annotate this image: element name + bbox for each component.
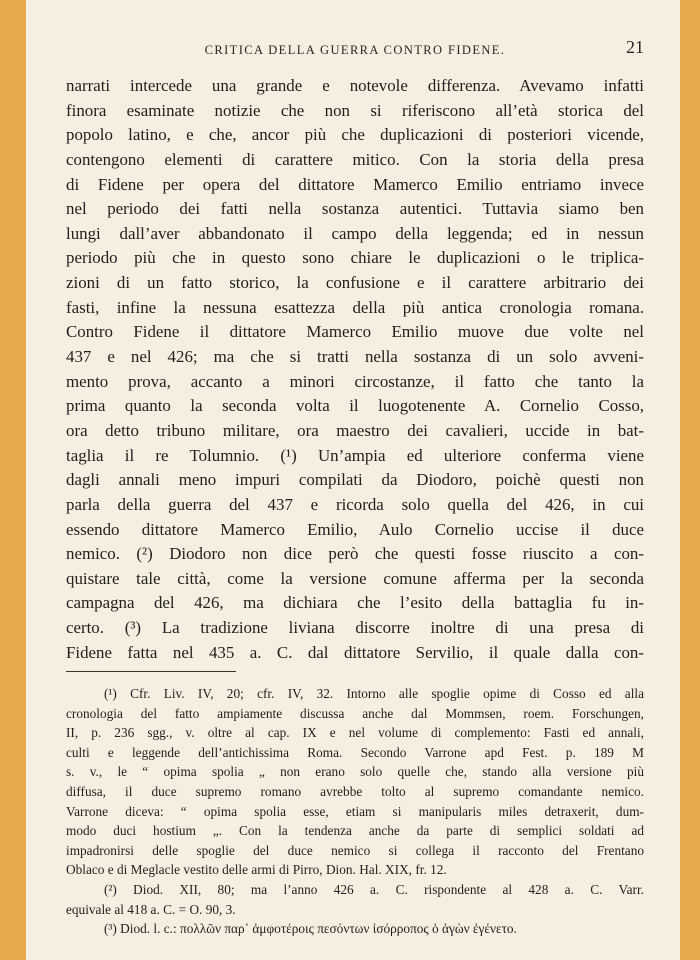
footnote-1-line: II, p. 236 sgg., v. oltre al cap. IX e nel volume di complemento: Fasti ed annali, xyxy=(66,725,644,741)
text-line: fasti, infine la nessuna esattezza della più antica cronologia romana. xyxy=(66,297,644,317)
body-text xyxy=(66,74,644,665)
text-line: nel periodo dei fatti nella sostanza autentici. Tuttavia siamo ben xyxy=(66,199,644,219)
text-line: finora esaminate notizie che non si riferiscono all’età storica del xyxy=(66,100,644,120)
text-line: narrati intercede una grande e notevole differenza. Avevamo infatti xyxy=(66,76,644,95)
footnote-1-line: culti e leggende dell’antichissima Roma. Secondo Varrone apd Fest. p. 189 M xyxy=(66,744,644,760)
text-line: popolo latino, e che, ancor più che duplicazioni di posteriori vicende, xyxy=(66,125,644,145)
running-head: CRITICA DELLA GUERRA CONTRO FIDENE. xyxy=(204,43,506,57)
text-line: essendo dittatore Mamerco Emilio, Aulo Cornelio uccise il duce xyxy=(66,519,644,539)
text-line: periodo più che in questo sono chiare le duplicazioni o le triplica- xyxy=(66,248,644,268)
footnote-1-line: s. v., le “ opima spolia „ non erano solo quelle che, stando alla versione più xyxy=(66,764,644,780)
footnotes xyxy=(66,684,644,939)
footnote-1-line: (¹) Cfr. Liv. IV, 20; cfr. IV, 32. Intorno alle spoglie opime di Cosso ed alla xyxy=(104,686,644,701)
text-line: zioni di un fatto storico, la confusione e il carattere arbitrario dei xyxy=(66,273,644,293)
footnote-1-line: Varrone diceva: “ opima spolia esse, etiam si manipularis miles detraxerit, dum- xyxy=(66,803,644,819)
footnote-1-line: diffusa, il duce supremo romano avrebbe tolto al supremo comandante nemico. xyxy=(66,783,644,799)
text-line: lungi dall’aver abbandonato il campo della leggenda; ed in nessun xyxy=(66,223,644,243)
text-line: nemico. (²) Diodoro non dice però che questi fosse riuscito a con- xyxy=(66,544,644,564)
page-number: 21 xyxy=(626,37,644,57)
text-line: campagna del 426, ma dichiara che l’esito della battaglia fu in- xyxy=(66,593,644,613)
footnote-1-line: cronologia del fatto ampiamente discussa anche dal Mommsen, roem. Forschungen, xyxy=(66,705,644,721)
text-line: ora detto tribuno militare, ora maestro dei cavalieri, uccide in bat- xyxy=(66,420,644,440)
footnote-2-line: equivale al 418 a. C. = O. 90, 3. xyxy=(66,901,236,917)
book-page xyxy=(26,0,680,960)
footnote-1-line: modo duci hostium „. Con la tendenza anche da parte di semplici soldati ad xyxy=(66,823,644,839)
text-line: certo. (³) La tradizione liviana discorre inoltre di una presa di xyxy=(66,618,644,638)
text-line: taglia il re Tolumnio. (¹) Un’ampia ed ulteriore conferma viene xyxy=(66,445,644,465)
text-line: prima quanto la seconda volta il luogotenente A. Cornelio Cosso, xyxy=(66,396,644,416)
text-line: mento prova, accanto a minori circostanze, il fatto che tanto la xyxy=(66,371,644,391)
text-line: parla della guerra del 437 e ricorda solo quella del 426, in cui xyxy=(66,494,644,514)
footnote-1-line: Oblaco e di Meglacle vestito delle armi di Pirro, Dion. Hal. XIX, fr. 12. xyxy=(66,862,447,878)
page-header xyxy=(66,37,644,61)
text-line: quistare tale città, come la versione comune afferma per la seconda xyxy=(66,568,644,588)
text-line: contengono elementi di carattere mitico. Con la storia della presa xyxy=(66,149,644,169)
text-line: di Fidene per opera del dittatore Mamerco Emilio entriamo invece xyxy=(66,174,644,194)
text-line: 437 e nel 426; ma che si tratti nella sostanza di un solo avveni- xyxy=(66,347,644,367)
text-line: Fidene fatta nel 435 a. C. dal dittatore Servilio, il quale dalla con- xyxy=(66,642,644,662)
footnote-1-line: impadronirsi delle spoglie del duce nemico si collega il racconto del Frentano xyxy=(66,842,644,858)
text-line: dagli annali meno impuri compilati da Diodoro, poichè questi non xyxy=(66,470,644,490)
text-line: Contro Fidene il dittatore Mamerco Emilio muove due volte nel xyxy=(66,322,644,342)
footnote-rule xyxy=(66,671,236,672)
footnote-3-line: (³) Diod. l. c.: πολλῶν παρ᾽ ἀμφοτέροις πεσόντων ἰσόρροπος ὁ ἀγὼν ἐγένετο. xyxy=(104,921,517,937)
footnote-2-line: (²) Diod. XII, 80; ma l’anno 426 a. C. rispondente al 428 a. C. Varr. xyxy=(104,881,644,897)
